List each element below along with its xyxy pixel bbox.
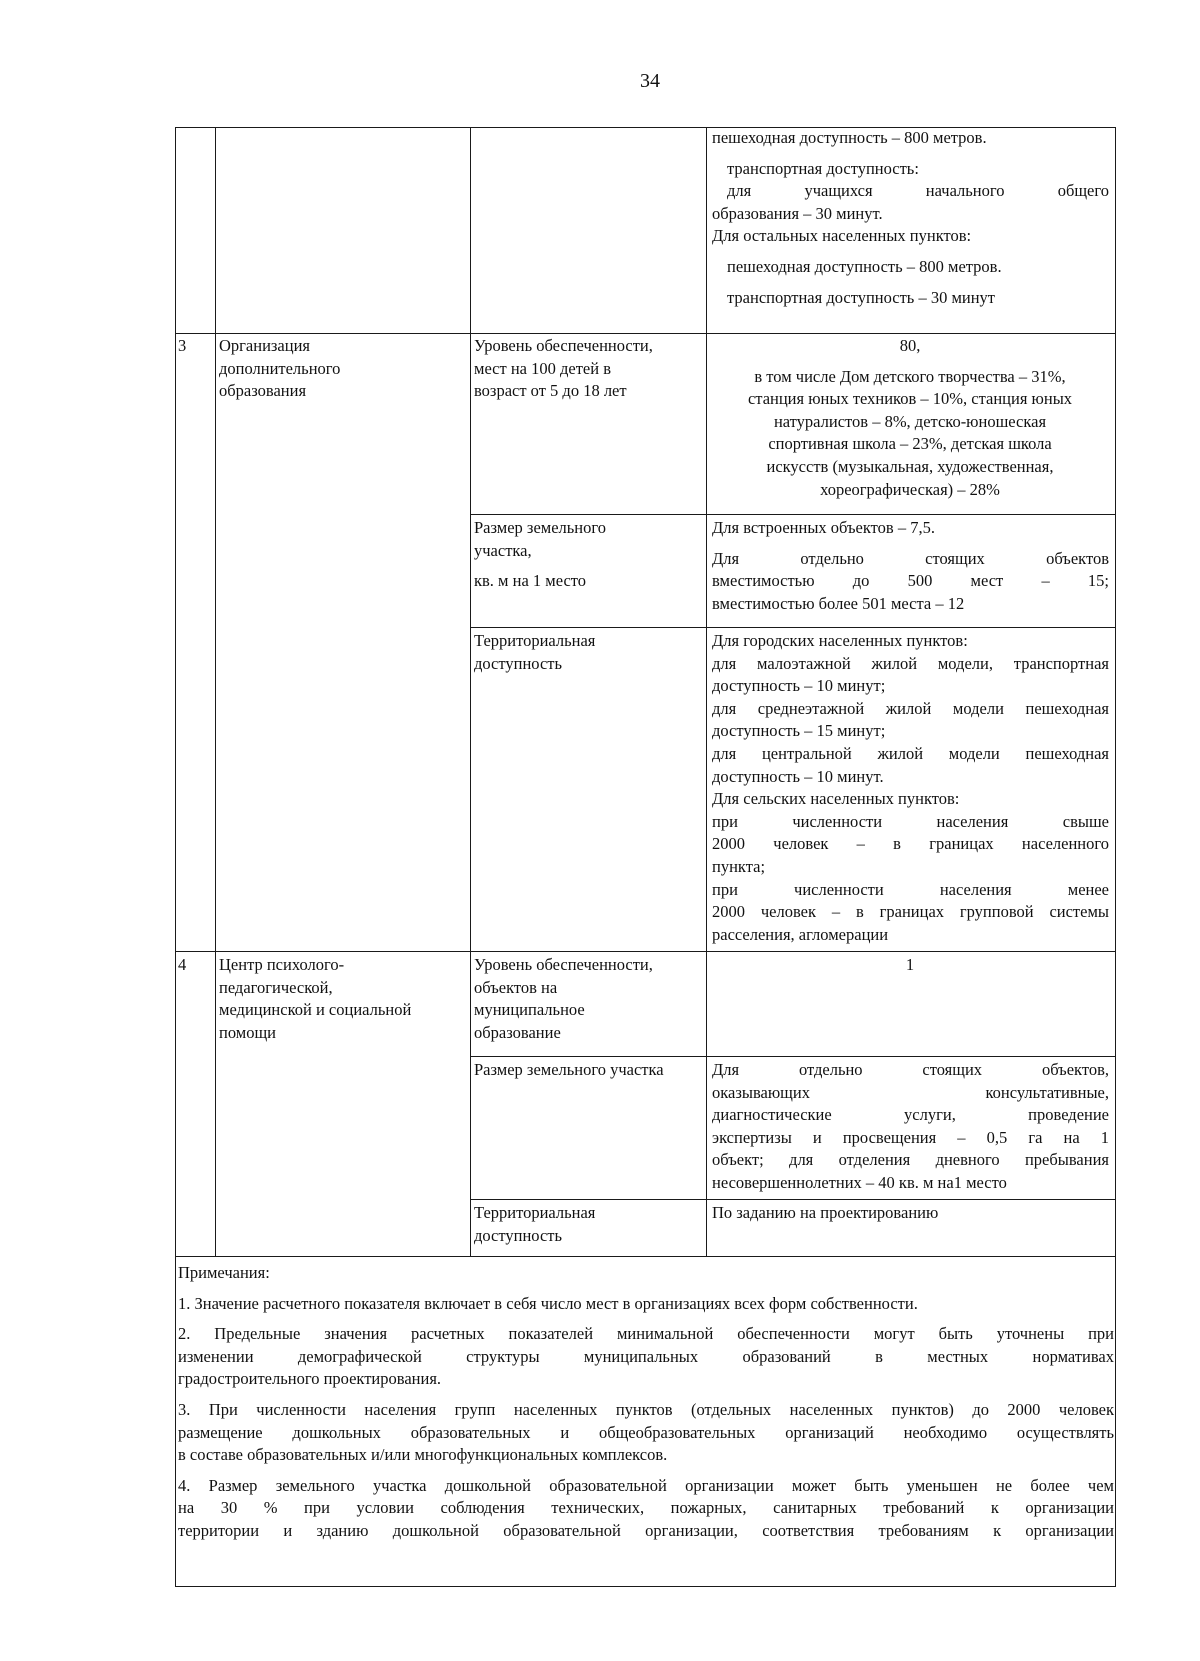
text-line: транспортная доступность – 30 минут xyxy=(727,287,996,307)
text-line: в составе образовательных и/или многофункциональных комплексов. xyxy=(178,1445,668,1465)
indicator-label: Уровень обеспеченности, мест на 100 детей в возраст от 5 до 18 лет xyxy=(474,336,653,401)
text-line: 2000 человек – в границах групповой системы xyxy=(712,902,1109,922)
text-line: на 30 % при условии соблюдения технических, пожарных, санитарных требований к организации xyxy=(178,1498,1114,1518)
organization-name: Центр психолого- педагогической, медицинской и социальной помощи xyxy=(219,955,412,1042)
value-detail: в том числе Дом детского творчества – 31%, станция юных техников – 10%, станция юных натуралистов – 8%, детско-юношеская спортивная школа – 23%, детская школа искусств (музыкальная, художественная, хореографическая) – 28% xyxy=(747,366,1073,499)
text-line: 3. При численности населения групп населенных пунктов (отдельных населенных пунктов) до 2000 человек xyxy=(178,1399,1114,1419)
indicator-value xyxy=(712,630,1109,946)
text-line: для среднеэтажной жилой модели пешеходная xyxy=(712,698,1109,718)
text-line: доступность – 10 минут; xyxy=(712,676,886,696)
text-line: несовершеннолетних – 40 кв. м на1 место xyxy=(712,1172,1007,1192)
indicator-value: 1 xyxy=(905,955,915,974)
text-line: пешеходная доступность – 800 метров. xyxy=(712,128,987,147)
text-line: Для остальных населенных пунктов: xyxy=(712,226,972,246)
indicator-label: Размер земельного участка xyxy=(474,1060,664,1079)
indicator-label: Территориальная доступность xyxy=(474,1203,596,1245)
organization-name: Организация дополнительного образования xyxy=(219,336,341,401)
text-line: для учащихся начального общего xyxy=(727,181,1109,201)
notes-section xyxy=(178,1262,1114,1551)
text-line: объект; для отделения дневного пребывания xyxy=(712,1150,1109,1170)
indicator-label: Территориальная доступность xyxy=(474,631,596,673)
label-text: кв. м на 1 место xyxy=(474,571,587,591)
note-3 xyxy=(178,1399,1114,1467)
text-line: 2. Предельные значения расчетных показателей минимальной обеспеченности могут быть уточнены при xyxy=(178,1324,1114,1344)
text-line: при численности населения свыше xyxy=(712,811,1109,831)
row-number: 3 xyxy=(178,336,187,355)
text-line: для малоэтажной жилой модели, транспортная xyxy=(712,653,1109,673)
page-number: 34 xyxy=(640,70,660,92)
text-line: вместимостью более 501 места – 12 xyxy=(712,593,965,613)
text-line: градостроительного проектирования. xyxy=(178,1369,442,1389)
text-line: доступность – 15 минут; xyxy=(712,721,886,741)
text-line: для центральной жилой модели пешеходная xyxy=(712,743,1109,763)
text-line: 4. Размер земельного участка дошкольной образовательной организации может быть уменьшен не более чем xyxy=(178,1475,1114,1495)
text-line: Для городских населенных пунктов: xyxy=(712,631,968,650)
text-line: 2000 человек – в границах населенного xyxy=(712,834,1109,854)
note-1: 1. Значение расчетного показателя включает в себя число мест в организациях всех форм собственности. xyxy=(178,1293,918,1313)
label-text: Размер земельного участка, xyxy=(474,518,606,560)
indicator-value xyxy=(710,335,1110,501)
continuation-cell xyxy=(712,127,1109,309)
text-line: Для отдельно стоящих объектов, xyxy=(712,1060,1109,1079)
text-line: при численности населения менее xyxy=(712,879,1109,899)
text-line: транспортная доступность: xyxy=(727,158,919,178)
value-main: 80, xyxy=(899,336,921,355)
text-line: Для встроенных объектов – 7,5. xyxy=(712,518,935,537)
indicator-label: Уровень обеспеченности, объектов на муниципальное образование xyxy=(474,955,653,1042)
indicator-value xyxy=(712,517,1109,615)
indicator-value xyxy=(712,1059,1109,1195)
text-line: расселения, агломерации xyxy=(712,924,889,944)
text-line: Для отдельно стоящих объектов xyxy=(712,548,1109,568)
text-line: пункта; xyxy=(712,856,766,876)
indicator-label xyxy=(474,517,704,593)
indicator-value: По заданию на проектированию xyxy=(712,1203,939,1222)
text-line: диагностические услуги, проведение xyxy=(712,1105,1109,1125)
text-line: вместимостью до 500 мест – 15; xyxy=(712,571,1109,591)
note-2 xyxy=(178,1323,1114,1391)
note-4 xyxy=(178,1475,1114,1543)
text-line: Для сельских населенных пунктов: xyxy=(712,789,960,809)
notes-title: Примечания: xyxy=(178,1263,270,1282)
text-line: оказывающих консультативные, xyxy=(712,1082,1109,1102)
row-number: 4 xyxy=(178,955,187,974)
text-line: экспертизы и просвещения – 0,5 га на 1 xyxy=(712,1127,1109,1147)
text-line: размещение дошкольных образовательных и общеобразовательных организаций необходимо осуществлять xyxy=(178,1422,1114,1442)
text-line: территории и зданию дошкольной образовательной организации, соответствия требованиям к организации xyxy=(178,1520,1114,1540)
text-line: доступность – 10 минут. xyxy=(712,766,884,786)
text-line: изменении демографической структуры муниципальных образований в местных нормативах xyxy=(178,1346,1114,1366)
text-line: образования – 30 минут. xyxy=(712,203,883,223)
text-line: пешеходная доступность – 800 метров. xyxy=(727,256,1002,276)
